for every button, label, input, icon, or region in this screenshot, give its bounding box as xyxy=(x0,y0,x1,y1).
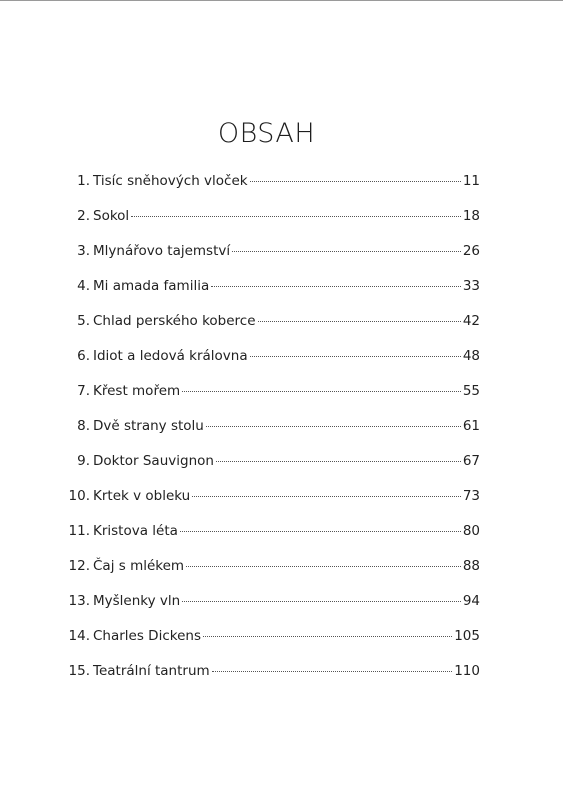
toc-dot-leader xyxy=(206,426,461,427)
toc-entry-number: 9. xyxy=(77,453,90,469)
toc-dot-leader xyxy=(180,531,461,532)
toc-entry xyxy=(62,590,480,625)
toc-entry xyxy=(62,170,480,205)
toc-dot-leader xyxy=(211,286,461,287)
toc-entry-number: 3. xyxy=(77,243,90,259)
toc-entry-number: 8. xyxy=(77,418,90,434)
toc-dot-leader xyxy=(182,601,461,602)
toc-entry-page-number: 55 xyxy=(462,383,480,399)
toc-entry-title: Křest mořem xyxy=(93,383,181,399)
toc-dot-leader xyxy=(182,391,461,392)
toc-dot-leader xyxy=(232,251,461,252)
toc-entry-number: 15. xyxy=(68,663,90,679)
toc-entry-title: Sokol xyxy=(93,208,130,224)
toc-entry-number: 13. xyxy=(68,593,90,609)
toc-entry-title: Doktor Sauvignon xyxy=(93,453,214,469)
toc-dot-leader xyxy=(131,216,461,217)
toc-entry-page-number: 67 xyxy=(462,453,480,469)
toc-entry xyxy=(62,555,480,590)
toc-entry-title: Krtek v obleku xyxy=(93,488,191,504)
toc-entry-title: Mlynářovo tajemství xyxy=(93,243,231,259)
toc-dot-leader xyxy=(250,181,461,182)
toc-entry xyxy=(62,485,480,520)
toc-entry-page-number: 73 xyxy=(462,488,480,504)
toc-entry-page-number: 48 xyxy=(462,348,480,364)
toc-entry xyxy=(62,380,480,415)
toc-dot-leader xyxy=(186,566,461,567)
toc-entry-number: 10. xyxy=(68,488,90,504)
toc-entry-title: Mi amada familia xyxy=(93,278,210,294)
toc-entry-number: 14. xyxy=(68,628,90,644)
toc-entry-number: 12. xyxy=(68,558,90,574)
toc-entry-title: Dvě strany stolu xyxy=(93,418,204,434)
toc-entry-title: Tisíc sněhových vloček xyxy=(93,173,248,189)
toc-entry-page-number: 105 xyxy=(454,628,480,644)
toc-entry-page-number: 26 xyxy=(462,243,480,259)
toc-entry-page-number: 94 xyxy=(462,593,480,609)
toc-entry-page-number: 110 xyxy=(454,663,480,679)
toc-entry xyxy=(62,450,480,485)
toc-entry xyxy=(62,205,480,240)
toc-entry-number: 2. xyxy=(77,208,90,224)
toc-entry-page-number: 18 xyxy=(462,208,480,224)
toc-dot-leader xyxy=(258,321,461,322)
toc-entry-title: Chlad perského koberce xyxy=(93,313,256,329)
page-title: OBSAH xyxy=(217,118,316,150)
toc-entry-page-number: 42 xyxy=(462,313,480,329)
toc-entry-title: Čaj s mlékem xyxy=(93,558,185,574)
toc-dot-leader xyxy=(192,496,461,497)
toc-entry xyxy=(62,625,480,660)
toc-entry-number: 6. xyxy=(77,348,90,364)
toc-entry xyxy=(62,660,480,695)
toc-entry-page-number: 61 xyxy=(462,418,480,434)
toc-entry xyxy=(62,310,480,345)
toc-dot-leader xyxy=(250,356,461,357)
toc-entry-title: Myšlenky vln xyxy=(93,593,181,609)
toc-entry xyxy=(62,275,480,310)
table-of-contents xyxy=(62,170,480,695)
toc-entry-number: 4. xyxy=(77,278,90,294)
toc-dot-leader xyxy=(203,636,452,637)
toc-entry-title: Charles Dickens xyxy=(93,628,201,644)
toc-entry-number: 7. xyxy=(77,383,90,399)
toc-entry-page-number: 33 xyxy=(462,278,480,294)
toc-entry-page-number: 11 xyxy=(462,173,480,189)
toc-dot-leader xyxy=(216,461,461,462)
toc-entry-title: Idiot a ledová královna xyxy=(93,348,248,364)
page-top-rule xyxy=(0,0,563,1)
toc-entry-page-number: 80 xyxy=(462,523,480,539)
toc-entry xyxy=(62,415,480,450)
toc-entry xyxy=(62,345,480,380)
toc-entry-number: 5. xyxy=(77,313,90,329)
toc-entry-page-number: 88 xyxy=(462,558,480,574)
toc-entry-title: Teatrální tantrum xyxy=(93,663,210,679)
toc-entry-number: 11. xyxy=(68,523,90,539)
toc-entry-title: Kristova léta xyxy=(93,523,178,539)
toc-entry xyxy=(62,240,480,275)
toc-dot-leader xyxy=(212,671,453,672)
toc-entry-number: 1. xyxy=(77,173,90,189)
toc-entry xyxy=(62,520,480,555)
